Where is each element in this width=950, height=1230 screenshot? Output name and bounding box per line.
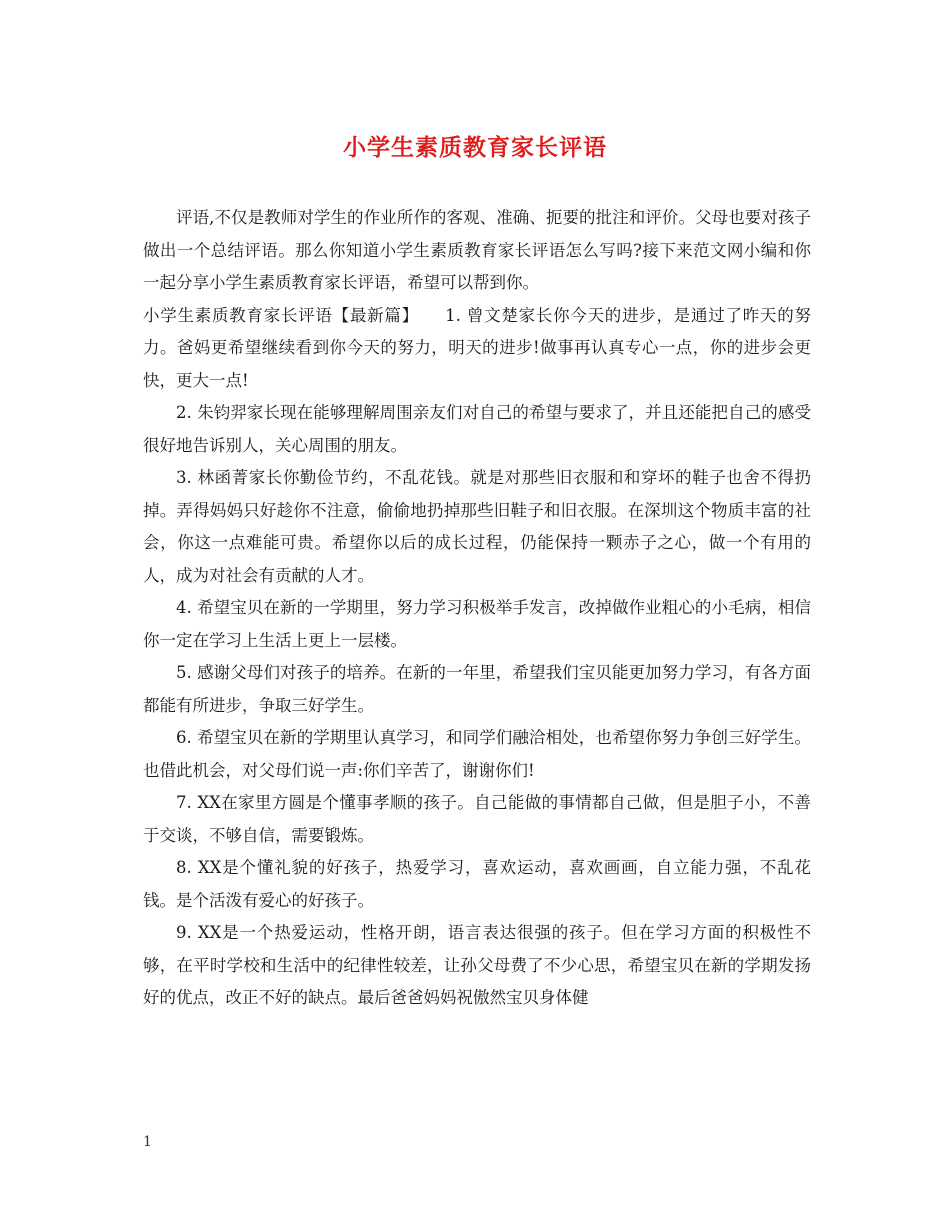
comment-paragraph-3: 3. 林函菁家长你勤俭节约，不乱花钱。就是对那些旧衣服和和穿坏的鞋子也舍不得扔掉。弄得妈妈只好趁你不注意，偷偷地扔掉那些旧鞋子和旧衣服。在深圳这个物质丰富的社会，你这一点难能可贵。希望你以后的成长过程，仍能保持一颗赤子之心，做一个有用的人，成为对社会有贡献的人才。 [143,468,811,585]
comment-paragraph-5: 5. 感谢父母们对孩子的培养。在新的一年里，希望我们宝贝能更加努力学习，有各方面都能有所进步，争取三好学生。 [143,663,811,715]
comment-paragraph-8: 8. XX是个懂礼貌的好孩子，热爱学习，喜欢运动，喜欢画画，自立能力强，不乱花钱。是个活泼有爱心的好孩子。 [143,858,811,910]
comment-paragraph-7: 7. XX在家里方圆是个懂事孝顺的孩子。自己能做的事情都自己做，但是胆子小，不善于交谈，不够自信，需要锻炼。 [143,793,811,845]
intro-paragraph: 评语,不仅是教师对学生的作业所作的客观、准确、扼要的批注和评价。父母也要对孩子做出一个总结评语。那么你知道小学生素质教育家长评语怎么写吗?接下来范文网小编和你一起分享小学生素质教育家长评语，希望可以帮到你。 [143,208,811,292]
document-body [143,202,811,1015]
comment-paragraph-4: 4. 希望宝贝在新的一学期里，努力学习积极举手发言，改掉做作业粗心的小毛病，相信你一定在学习上生活上更上一层楼。 [143,598,811,650]
comment-paragraph-6: 6. 希望宝贝在新的学期里认真学习，和同学们融洽相处，也希望你努力争创三好学生。也借此机会，对父母们说一声:你们辛苦了，谢谢你们! [143,728,811,780]
comment-paragraph-9: 9. XX是一个热爱运动，性格开朗，语言表达很强的孩子。但在学习方面的积极性不够，在平时学校和生活中的纪律性较差，让孙父母费了不少心思，希望宝贝在新的学期发扬好的优点，改正不好的缺点。最后爸爸妈妈祝傲然宝贝身体健 [143,923,811,1007]
section-heading-paragraph: 小学生素质教育家长评语【最新篇】 1. 曾文楚家长你今天的进步，是通过了昨天的努力。爸妈更希望继续看到你今天的努力，明天的进步!做事再认真专心一点，你的进步会更快，更大一点! [143,305,811,390]
page-number: 1 [143,1134,152,1150]
document-title: 小学生素质教育家长评语 [343,134,607,161]
comment-paragraph-2: 2. 朱钧羿家长现在能够理解周围亲友们对自己的希望与要求了，并且还能把自己的感受很好地告诉别人，关心周围的朋友。 [143,403,811,455]
